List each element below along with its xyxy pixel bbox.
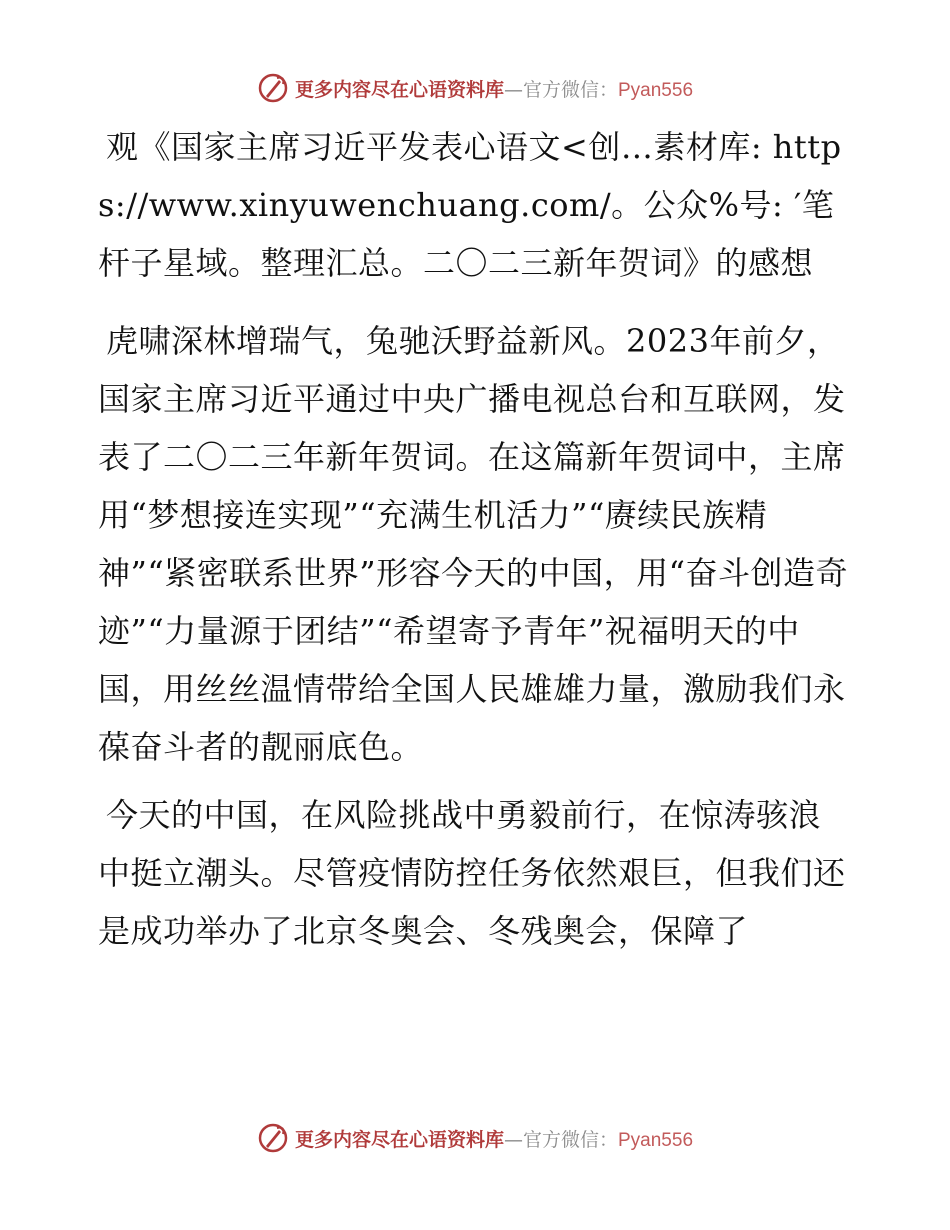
watermark-contact-id: Pyan556: [618, 79, 694, 101]
watermark-contact-label: 官方微信：: [522, 78, 618, 101]
quill-logo-icon: [257, 72, 289, 104]
article-title: 观《国家主席习近平发表心语文<创…素材库: https://www.xinyuwenchuang.com/。公众%号: ′笔杆子星域。整理汇总。二〇二三新年贺词》的感想: [98, 128, 842, 282]
header-watermark: [0, 72, 950, 104]
watermark-separator: —: [503, 1128, 523, 1151]
paragraph-1: 虎啸深林增瑞气，兔驰沃野益新风。2023年前夕，国家主席习近平通过中央广播电视总台和互联网，发表了二〇二三年新年贺词。在这篇新年贺词中，主席用“梦想接连实现”“充满生机活力”“赓续民族精神”“紧密联系世界”形容今天的中国，用“奋斗创造奇迹”“力量源于团结”“希望寄予青年”祝福明天的中国，用丝丝温情带给全国人民雄雄力量，激励我们永葆奋斗者的靓丽底色。: [98, 322, 848, 766]
footer-watermark: [0, 1122, 950, 1154]
article-body: [98, 118, 850, 970]
watermark-separator: —: [503, 78, 523, 101]
paragraph-2: 今天的中国，在风险挑战中勇毅前行，在惊涛骇浪中挺立潮头。尽管疫情防控任务依然艰巨，但我们还是成功举办了北京冬奥会、冬残奥会，保障了: [98, 796, 846, 950]
watermark-site-text: 更多内容尽在心语资料库: [294, 1128, 504, 1151]
quill-logo-icon: [257, 1122, 289, 1154]
watermark-contact-id: Pyan556: [618, 1129, 694, 1151]
watermark-contact-label: 官方微信：: [522, 1128, 618, 1151]
watermark-site-text: 更多内容尽在心语资料库: [294, 78, 504, 101]
